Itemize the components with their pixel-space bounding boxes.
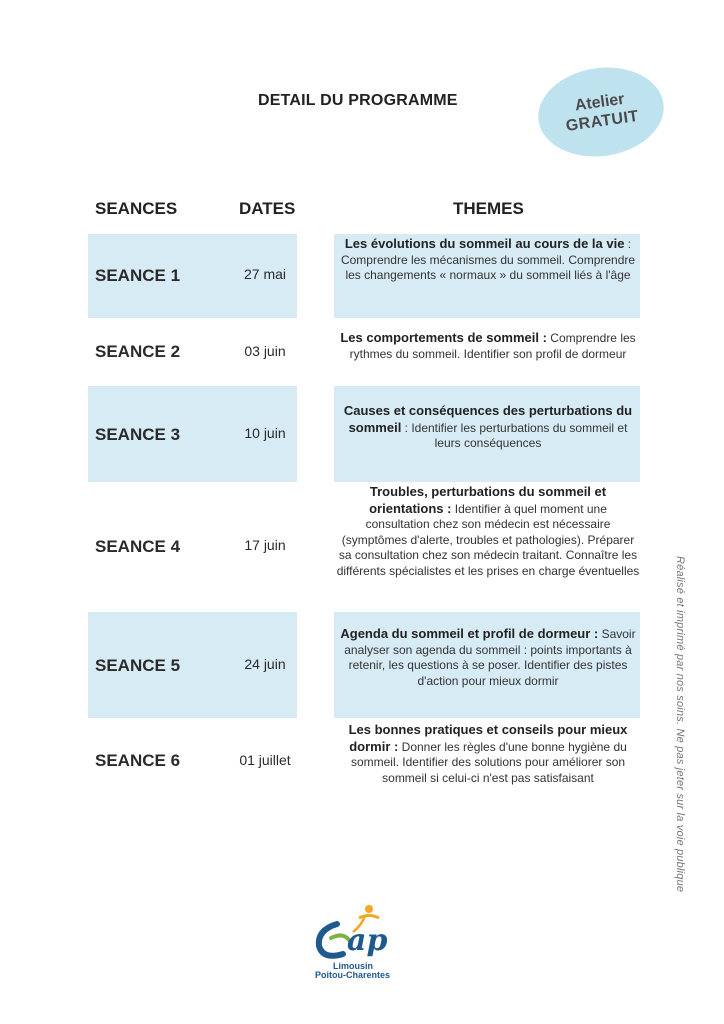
seance-label: SEANCE 5 bbox=[95, 656, 181, 675]
seance-date: 27 mai bbox=[243, 266, 287, 282]
theme-title: Les comportements de sommeil : bbox=[340, 330, 547, 345]
cap-logo-mark bbox=[303, 902, 429, 962]
logo-region-line-2: Poitou-Charentes bbox=[315, 970, 391, 980]
theme-text: : Identifier les perturbations du sommeil et leurs conséquences bbox=[401, 420, 628, 450]
seance-date: 01 juillet bbox=[239, 752, 291, 768]
seance-date: 03 juin bbox=[244, 343, 286, 359]
column-header-dates: DATES bbox=[239, 199, 296, 218]
theme-text: Donner les règles d'une bonne hygiène du sommeil. Identifier des solutions pour améliorer son sommeil si celui-ci n'est pas satisfaisant bbox=[350, 739, 627, 785]
theme-text: Identifier à quel moment une consultation chez son médecin est nécessaire (symptômes d'alerte, troubles et pathologies). Préparer sa consultation chez son médecin traitant. Connaître les différents spécialistes et les prises en charge éventuelles bbox=[336, 501, 640, 578]
theme-text: Comprendre les rythmes du sommeil. Identifier son profil de dormeur bbox=[349, 331, 636, 361]
theme-title: Les bonnes pratiques et conseils pour mieux dormir : bbox=[348, 722, 628, 754]
seance-label: SEANCE 4 bbox=[95, 537, 181, 556]
theme-text: : Comprendre les mécanismes du sommeil. Comprendre les changements « normaux » du sommeil liés à l'âge bbox=[340, 237, 636, 282]
seance-label: SEANCE 6 bbox=[95, 751, 181, 770]
svg-text:ap: ap bbox=[347, 923, 388, 958]
theme-title: Causes et conséquences des perturbations du sommeil bbox=[343, 403, 633, 435]
theme-title: Les évolutions du sommeil au cours de la vie bbox=[344, 236, 625, 251]
seance-date: 17 juin bbox=[244, 537, 286, 553]
seance-theme bbox=[336, 330, 640, 362]
theme-text: Savoir analyser son agenda du sommeil : points importants à retenir, les questions à se poser. Identifier des pistes d'action pour mieux dormir bbox=[344, 627, 636, 688]
seance-theme bbox=[336, 403, 640, 452]
badge-line-1: Atelier bbox=[573, 90, 626, 115]
seance-label: SEANCE 1 bbox=[95, 266, 181, 285]
theme-title: Agenda du sommeil et profil de dormeur : bbox=[340, 626, 599, 641]
column-header-seances: SEANCES bbox=[95, 199, 178, 218]
seance-label: SEANCE 3 bbox=[95, 425, 181, 444]
seance-date: 24 juin bbox=[244, 656, 286, 672]
cap-logo bbox=[303, 902, 429, 982]
seance-date: 10 juin bbox=[244, 425, 286, 441]
seance-theme bbox=[336, 484, 640, 579]
seance-theme bbox=[336, 236, 640, 284]
badge-line-2: GRATUIT bbox=[564, 107, 640, 135]
logo-region-line-1: Limousin bbox=[333, 961, 373, 971]
side-print-note: Réalisé et imprimé par nos soins. Ne pas jeter sur la voie publique bbox=[674, 556, 686, 893]
theme-title: Troubles, perturbations du sommeil et orientations : bbox=[369, 484, 607, 516]
page-title: DETAIL DU PROGRAMME bbox=[258, 92, 458, 109]
seance-theme bbox=[336, 626, 640, 689]
free-workshop-badge bbox=[532, 60, 669, 165]
seance-label: SEANCE 2 bbox=[95, 342, 181, 361]
column-header-themes: THEMES bbox=[453, 199, 524, 218]
seance-theme bbox=[336, 722, 640, 786]
